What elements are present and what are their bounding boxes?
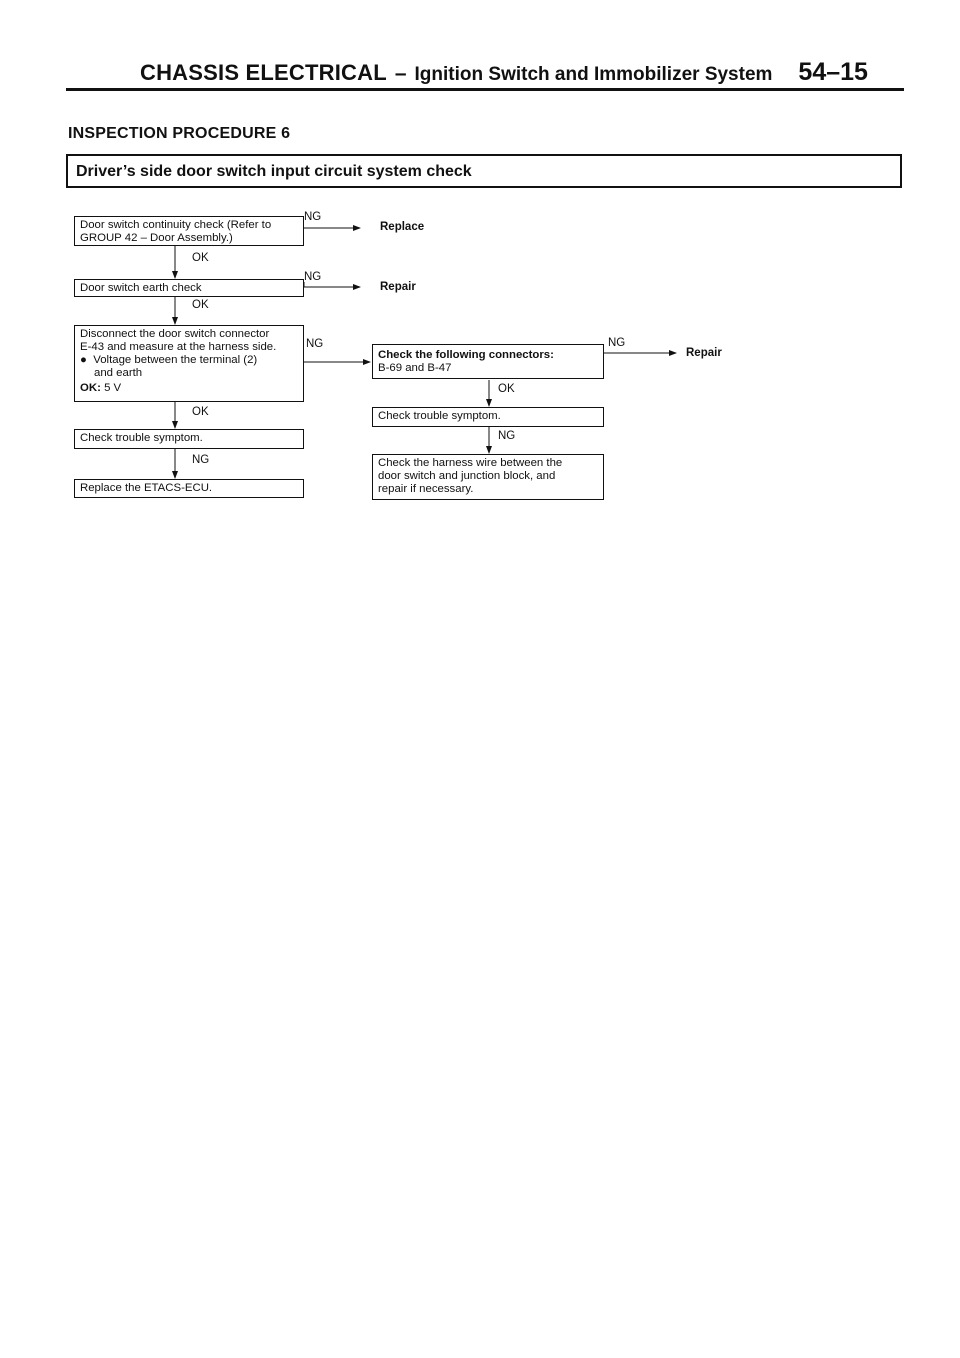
step3-ok-value: 5 V [104,382,122,394]
step4-line1: Check trouble symptom. [80,432,203,444]
step4-box [74,429,304,449]
step1-ng-label: NG [304,211,322,223]
step4-ng-label: NG [192,454,210,466]
stepA-ok-label: OK [498,383,515,395]
section-title: INSPECTION PROCEDURE 6 [68,125,291,142]
step3-line1: Disconnect the door switch connector [80,328,270,340]
step3-bullet: ● [80,354,87,366]
stepB-ng-label: NG [498,430,516,442]
step5-box [74,479,304,498]
stepB-box [372,407,604,427]
stepB-line1: Check trouble symptom. [378,410,501,422]
step1-result: Replace [380,221,425,233]
stepC-line1: Check the harness wire between the [378,457,563,469]
header-separator: – [394,62,407,85]
step3-ok-label-flow: OK [192,406,209,418]
page-number: 54–15 [798,58,868,86]
step1-ok-label: OK [192,252,209,264]
step2-ng-label: NG [304,271,322,283]
header-title: CHASSIS ELECTRICAL [140,60,387,85]
step2-ok-label: OK [192,299,209,311]
header-subtitle: Ignition Switch and Immobilizer System [414,64,773,85]
step3-line4: and earth [94,367,143,379]
stepA-result: Repair [686,347,722,359]
stepA-line2: B-69 and B-47 [378,362,452,374]
stepC-line2: door switch and junction block, and [378,470,556,482]
stepA-box [372,344,604,379]
step2-box [74,279,304,297]
step3-line3: Voltage between the terminal (2) [93,354,258,366]
step3-ng-label: NG [306,338,324,350]
procedure-title: Driver’s side door switch input circuit system check [76,163,472,180]
step1-line1: Door switch continuity check (Refer to [80,219,272,231]
step3-ok-label: OK: [80,382,101,394]
stepA-ng-label: NG [608,337,626,349]
step3-box [74,325,304,402]
step2-line1: Door switch earth check [80,282,202,294]
stepA-line1: Check the following connectors: [378,349,554,361]
step3-line2: E-43 and measure at the harness side. [80,341,277,353]
step5-line1: Replace the ETACS-ECU. [80,482,213,494]
stepC-box [372,454,604,500]
step1-box [74,216,304,246]
stepC-line3: repair if necessary. [378,483,474,495]
step2-result: Repair [380,281,416,293]
step1-line2: GROUP 42 – Door Assembly.) [80,232,233,244]
